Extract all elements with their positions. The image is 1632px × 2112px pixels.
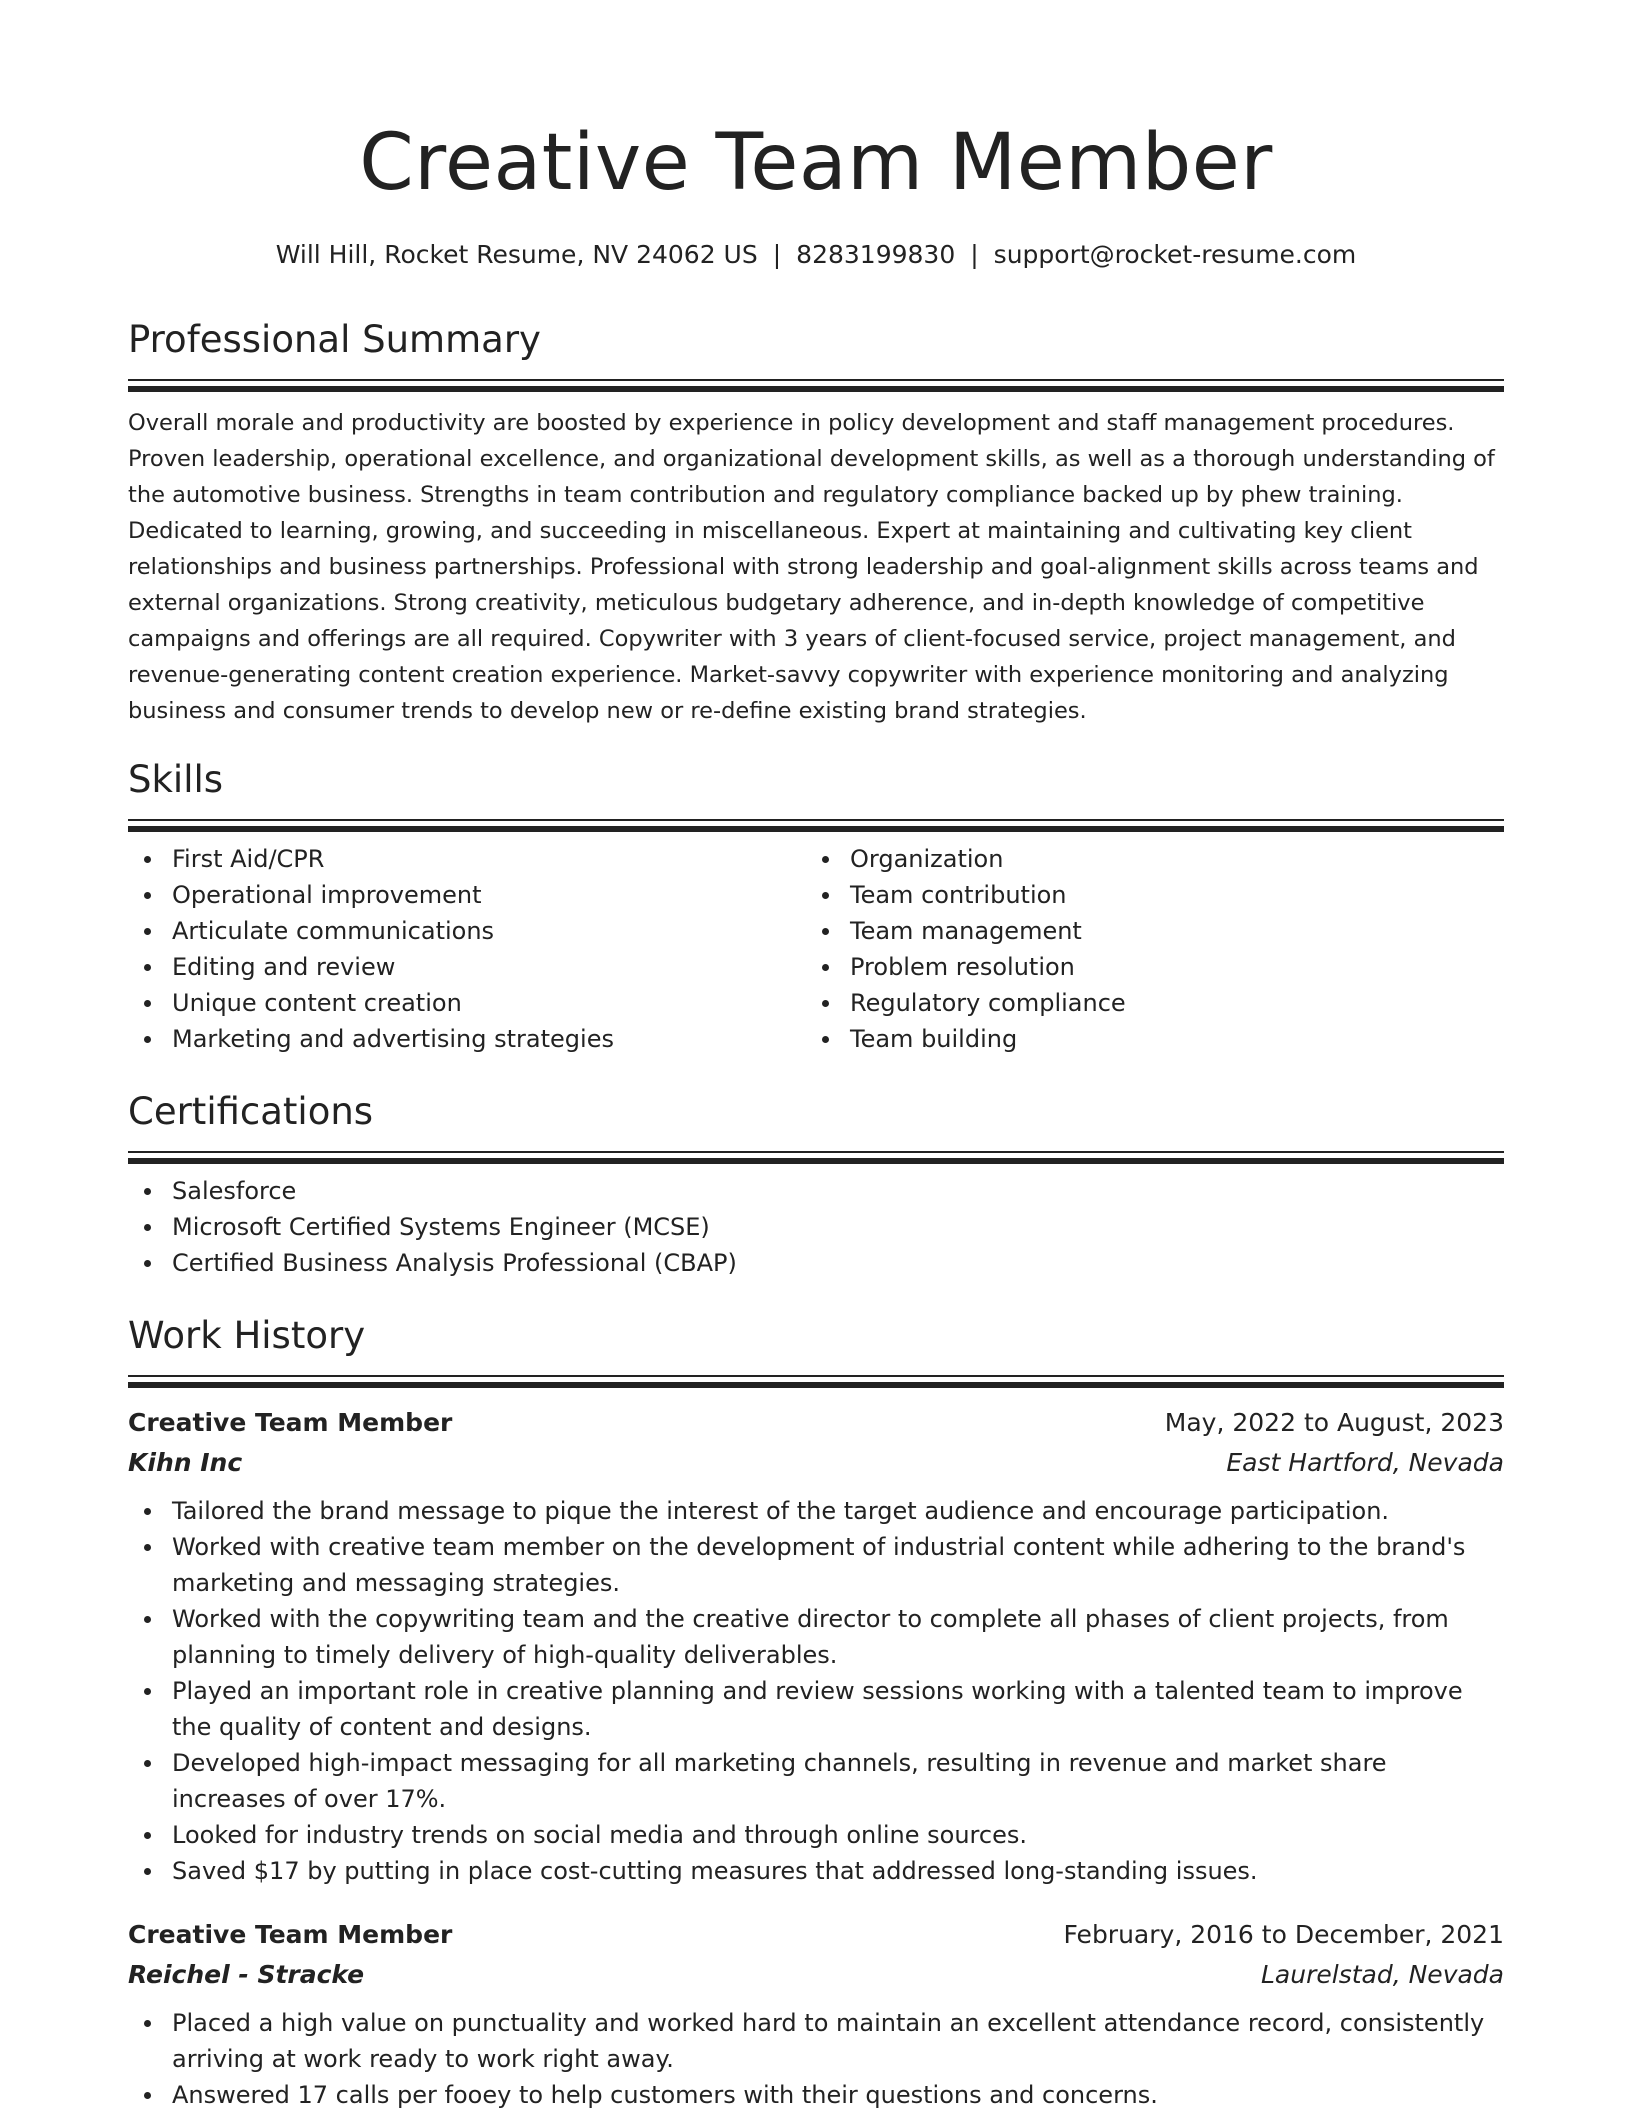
- job-company-row: [128, 1955, 1504, 1995]
- contact-separator: |: [970, 240, 979, 269]
- skill-item: Operational improvement: [128, 877, 806, 913]
- job-company: Kihn Inc: [128, 1448, 243, 1478]
- summary-text: Overall morale and productivity are boosted by experience in policy development and staff management procedures. Proven leadership, operational excellence, and organizational development skills, as well as a thorough understanding of the automotive business. Strengths in team contribution and regulatory compliance backed up by phew training. Dedicated to learning, growing, and succeeding in miscellaneous. Expert at maintaining and cultivating key client relationships and business partnerships. Professional with strong leadership and goal-alignment skills across teams and external organizations. Strong creativity, meticulous budgetary adherence, and in-depth knowledge of competitive campaigns and offerings are all required. Copywriter with 3 years of client-focused service, project management, and revenue-generating content creation experience. Market-savvy copywriter with experience monitoring and analyzing business and consumer trends to develop new or re-define existing brand strategies.: [128, 410, 1495, 725]
- skill-item: Regulatory compliance: [806, 985, 1484, 1021]
- job-duty: Developed high-impact messaging for all marketing channels, resulting in revenue and market share increases of over 17%.: [128, 1745, 1504, 1817]
- work-history-heading: Work History: [128, 1314, 366, 1357]
- section-divider: [128, 379, 1504, 393]
- skill-item: Team contribution: [806, 877, 1484, 913]
- certifications-list: [128, 1173, 1504, 1281]
- job-duty: Looked for industry trends on social media and through online sources.: [128, 1817, 1504, 1853]
- job-location: East Hartford, Nevada: [1226, 1448, 1504, 1478]
- job-duty: Worked with creative team member on the development of industrial content while adhering to the brand's marketing and messaging strategies.: [128, 1529, 1504, 1601]
- job-company: Reichel - Stracke: [128, 1960, 365, 1990]
- job-header-row: [128, 1403, 1504, 1443]
- contact-phone: 8283199830: [796, 240, 956, 269]
- section-divider: [128, 819, 1504, 833]
- job-duties-list: [128, 1493, 1504, 1889]
- job-title: Creative Team Member: [128, 1408, 453, 1438]
- skill-item: First Aid/CPR: [128, 841, 806, 877]
- job-dates: February, 2016 to December, 2021: [1063, 1920, 1504, 1950]
- job-title: Creative Team Member: [128, 1920, 453, 1950]
- summary-heading: Professional Summary: [128, 318, 541, 361]
- contact-separator: |: [772, 240, 782, 269]
- certification-item: Certified Business Analysis Professional (CBAP): [128, 1245, 1504, 1281]
- skill-item: Articulate communications: [128, 913, 806, 949]
- skill-item: Organization: [806, 841, 1484, 877]
- job-company-row: [128, 1443, 1504, 1483]
- summary-section: [128, 318, 1504, 729]
- section-divider: [128, 1375, 1504, 1389]
- job-duty: Answered 17 calls per fooey to help customers with their questions and concerns.: [128, 2077, 1504, 2112]
- skills-grid: [128, 841, 1504, 1057]
- skills-list-left: [128, 841, 806, 1057]
- skills-heading: Skills: [128, 758, 224, 801]
- job-location: Laurelstad, Nevada: [1261, 1960, 1504, 1990]
- skills-section: [128, 758, 1504, 1057]
- page-title: Creative Team Member: [359, 118, 1273, 208]
- skill-item: Unique content creation: [128, 985, 806, 1021]
- certification-item: Salesforce: [128, 1173, 1504, 1209]
- job-header-row: [128, 1915, 1504, 1955]
- job-entry: [128, 1403, 1504, 1889]
- job-duty: Saved $17 by putting in place cost-cutting measures that addressed long-standing issues.: [128, 1853, 1504, 1889]
- certification-item: Microsoft Certified Systems Engineer (MCSE): [128, 1209, 1504, 1245]
- certifications-heading: Certifications: [128, 1090, 374, 1133]
- skill-item: Team building: [806, 1021, 1484, 1057]
- section-divider: [128, 1151, 1504, 1165]
- contact-address: Will Hill, Rocket Resume, NV 24062 US: [275, 240, 758, 269]
- job-entry: [128, 1915, 1504, 2112]
- skill-item: Editing and review: [128, 949, 806, 985]
- skill-item: Problem resolution: [806, 949, 1484, 985]
- skills-list-right: [806, 841, 1484, 1057]
- job-dates: May, 2022 to August, 2023: [1164, 1408, 1504, 1438]
- contact-line: [0, 240, 1632, 269]
- job-duties-list: [128, 2005, 1504, 2112]
- job-duty: Played an important role in creative planning and review sessions working with a talented team to improve the quality of content and designs.: [128, 1673, 1504, 1745]
- skill-item: Marketing and advertising strategies: [128, 1021, 806, 1057]
- work-history-section: [128, 1314, 1504, 2112]
- skill-item: Team management: [806, 913, 1484, 949]
- contact-email: support@rocket-resume.com: [993, 240, 1357, 269]
- job-duty: Worked with the copywriting team and the creative director to complete all phases of client projects, from planning to timely delivery of high-quality deliverables.: [128, 1601, 1504, 1673]
- job-duty: Tailored the brand message to pique the interest of the target audience and encourage participation.: [128, 1493, 1504, 1529]
- job-duty: Placed a high value on punctuality and worked hard to maintain an excellent attendance record, consistently arriving at work ready to work right away.: [128, 2005, 1504, 2077]
- certifications-section: [128, 1090, 1504, 1281]
